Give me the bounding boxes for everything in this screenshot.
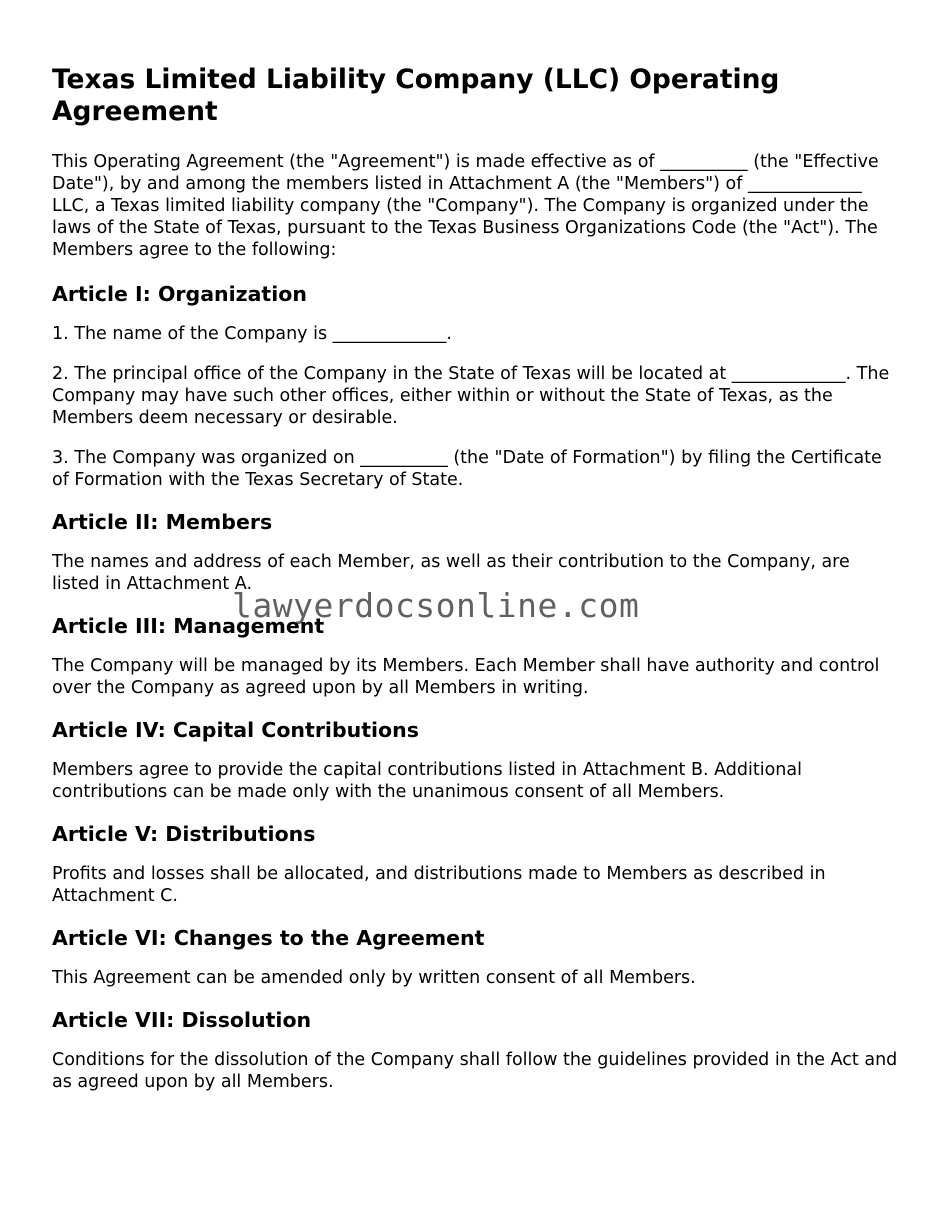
article-paragraph: Conditions for the dissolution of the Company shall follow the guidelines provided in the Act and as agreed upon by all Members. <box>52 1050 898 1092</box>
article-dissolution <box>52 1007 902 1093</box>
article-paragraph: The names and address of each Member, as well as their contribution to the Company, are listed in Attachment A. <box>52 552 850 594</box>
article-paragraph: This Agreement can be amended only by written consent of all Members. <box>52 968 696 988</box>
article-organization <box>52 281 902 491</box>
article-heading: Article III: Management <box>52 614 325 638</box>
article-paragraph: 2. The principal office of the Company in the State of Texas will be located at _____________. The Company may have such other offices, either within or without the State of Texas, as the Members deem necessary or desirable. <box>52 364 890 428</box>
document-title: Texas Limited Liability Company (LLC) Operating Agreement <box>52 64 780 127</box>
article-heading: Article I: Organization <box>52 282 307 306</box>
intro-paragraph: This Operating Agreement (the "Agreement") is made effective as of __________ (the "Effective Date"), by and among the members listed in Attachment A (the "Members") of _____________ LLC, a Texas limited liability company (the "Company"). The Company is organized under the laws of the State of Texas, pursuant to the Texas Business Organizations Code (the "Act"). The Members agree to the following: <box>52 152 879 260</box>
watermark-text: lawyerdocsonline.com <box>232 586 640 625</box>
article-heading: Article VI: Changes to the Agreement <box>52 926 485 950</box>
document-page <box>52 64 902 1111</box>
article-members <box>52 509 902 595</box>
article-heading: Article IV: Capital Contributions <box>52 718 419 742</box>
article-capital-contributions <box>52 717 902 803</box>
article-changes <box>52 925 902 989</box>
article-distributions <box>52 821 902 907</box>
article-heading: Article V: Distributions <box>52 822 316 846</box>
article-heading: Article VII: Dissolution <box>52 1008 312 1032</box>
article-management <box>52 613 902 699</box>
article-paragraph: Members agree to provide the capital contributions listed in Attachment B. Additional contributions can be made only with the unanimous consent of all Members. <box>52 760 802 802</box>
article-paragraph: 3. The Company was organized on __________ (the "Date of Formation") by filing the Certificate of Formation with the Texas Secretary of State. <box>52 448 882 490</box>
article-heading: Article II: Members <box>52 510 273 534</box>
article-paragraph: Profits and losses shall be allocated, and distributions made to Members as described in Attachment C. <box>52 864 826 906</box>
article-paragraph: The Company will be managed by its Members. Each Member shall have authority and control over the Company as agreed upon by all Members in writing. <box>52 656 880 698</box>
article-paragraph: 1. The name of the Company is _____________. <box>52 324 452 344</box>
